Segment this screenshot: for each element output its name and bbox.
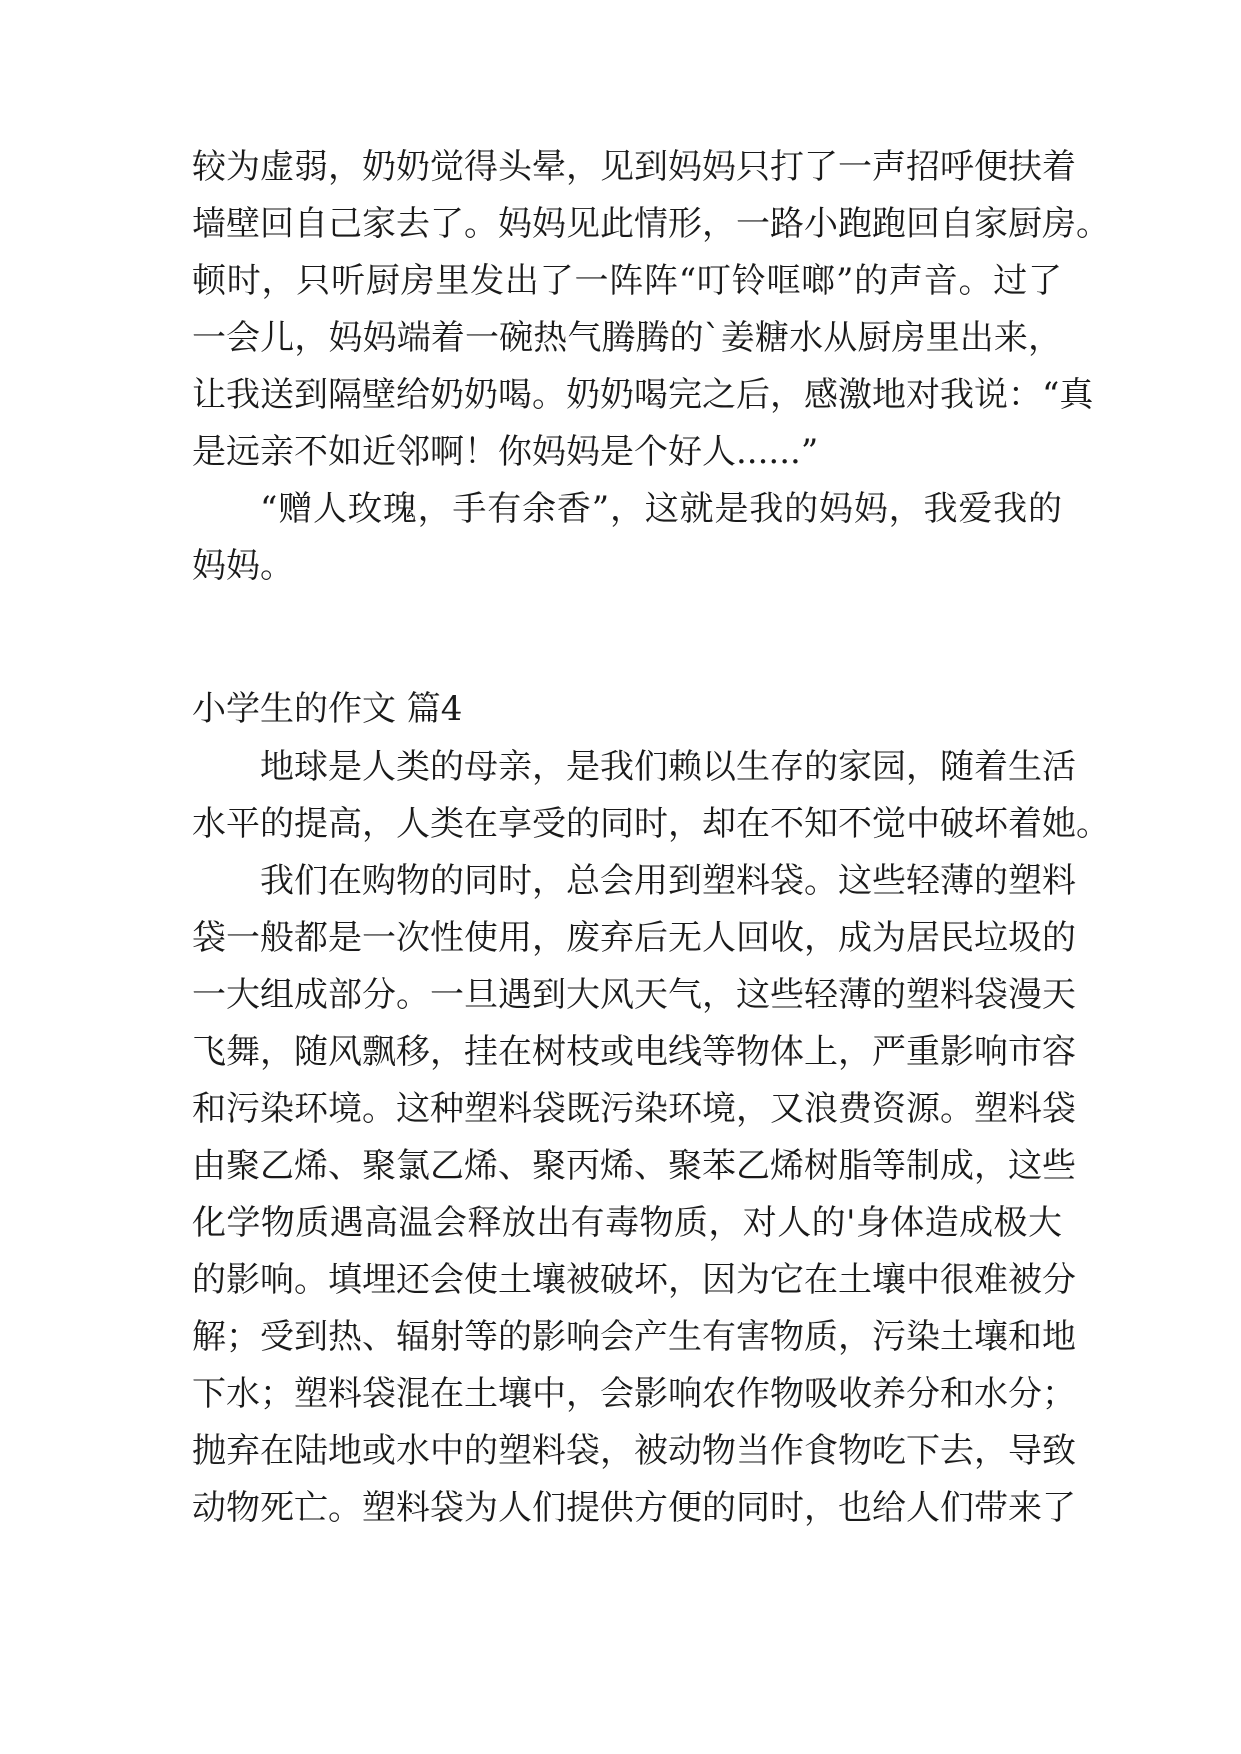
paragraph-4-line: 的影响。填埋还会使土壤被破坏，因为它在土壤中很难被分 <box>192 1260 1076 1300</box>
paragraph-4-line: 抛弃在陆地或水中的塑料袋，被动物当作食物吃下去，导致 <box>192 1431 1076 1471</box>
paragraph-1-line: 较为虚弱，奶奶觉得头晕，见到妈妈只打了一声招呼便扶着 <box>192 147 1076 187</box>
paragraph-4-line: 化学物质遇高温会释放出有毒物质，对人的'身体造成极大 <box>192 1203 1062 1243</box>
paragraph-4-line: 动物死亡。塑料袋为人们提供方便的同时，也给人们带来了 <box>192 1488 1076 1528</box>
paragraph-4-line: 一大组成部分。一旦遇到大风天气，这些轻薄的塑料袋漫天 <box>192 975 1076 1015</box>
paragraph-4-line: 解；受到热、辐射等的影响会产生有害物质，污染土壤和地 <box>192 1317 1076 1357</box>
paragraph-1-line: 让我送到隔壁给奶奶喝。奶奶喝完之后，感激地对我说：“真 <box>192 375 1094 415</box>
paragraph-2-line: 妈妈。 <box>192 546 294 586</box>
paragraph-1-line: 墙壁回自己家去了。妈妈见此情形，一路小跑跑回自家厨房。 <box>192 204 1110 244</box>
paragraph-1-line: 一会儿，妈妈端着一碗热气腾腾的`姜糖水从厨房里出来， <box>192 318 1062 358</box>
paragraph-2-line: “赠人玫瑰，手有余香”，这就是我的妈妈，我爱我的 <box>260 489 1062 529</box>
paragraph-1-line: 是远亲不如近邻啊！你妈妈是个好人......” <box>192 432 819 472</box>
paragraph-4-line: 我们在购物的同时，总会用到塑料袋。这些轻薄的塑料 <box>260 861 1076 901</box>
paragraph-4-line: 由聚乙烯、聚氯乙烯、聚丙烯、聚苯乙烯树脂等制成，这些 <box>192 1146 1076 1186</box>
paragraph-4-line: 下水；塑料袋混在土壤中，会影响农作物吸收养分和水分； <box>192 1374 1076 1414</box>
paragraph-4-line: 飞舞，随风飘移，挂在树枝或电线等物体上，严重影响市容 <box>192 1032 1076 1072</box>
paragraph-4-line: 和污染环境。这种塑料袋既污染环境，又浪费资源。塑料袋 <box>192 1089 1076 1129</box>
section-heading: 小学生的作文 篇4 <box>192 689 463 729</box>
paragraph-4-line: 袋一般都是一次性使用，废弃后无人回收，成为居民垃圾的 <box>192 918 1076 958</box>
paragraph-1-line: 顿时，只听厨房里发出了一阵阵“叮铃哐啷”的声音。过了 <box>192 261 1062 301</box>
paragraph-3-line: 水平的提高，人类在享受的同时，却在不知不觉中破坏着她。 <box>192 804 1110 844</box>
paragraph-3-line: 地球是人类的母亲，是我们赖以生存的家园，随着生活 <box>260 747 1076 787</box>
